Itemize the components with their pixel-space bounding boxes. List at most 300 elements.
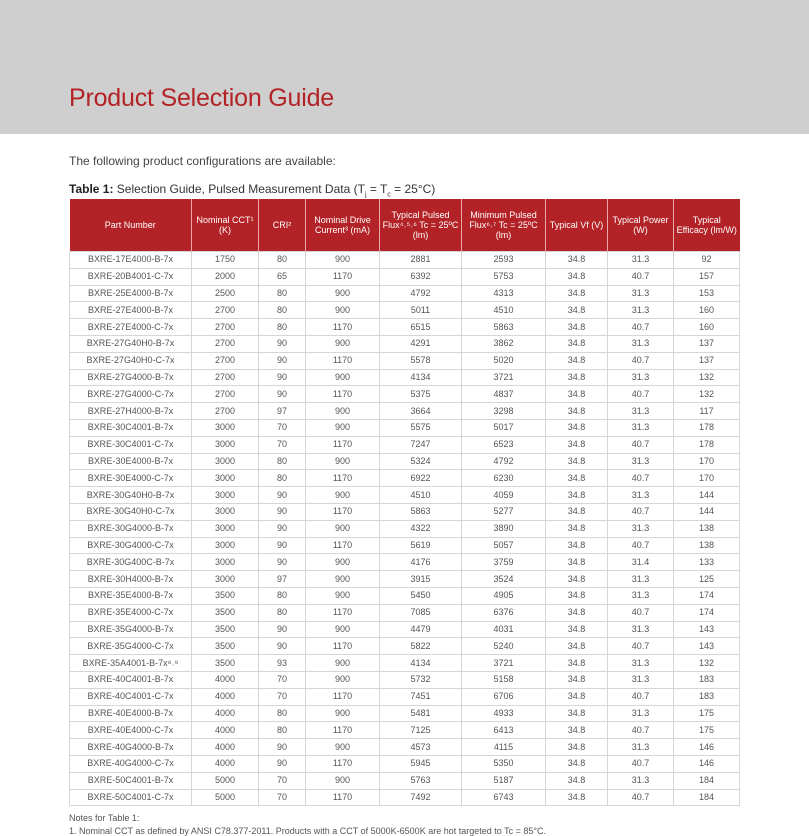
table-cell: 40.7 [608, 638, 674, 655]
table-cell: 153 [674, 285, 740, 302]
table-cell: 160 [674, 319, 740, 336]
table-cell: 5324 [380, 453, 462, 470]
table-cell: 4031 [462, 621, 546, 638]
table-cell: BXRE-30H4000-B-7x [70, 571, 192, 588]
table-cell: BXRE-27G40H0-B-7x [70, 335, 192, 352]
table-cell: 34.8 [546, 503, 608, 520]
table-cell: 90 [259, 520, 306, 537]
table-cell: 4134 [380, 369, 462, 386]
table-cell: 5240 [462, 638, 546, 655]
column-header: Nominal Drive Current³ (mA) [306, 199, 380, 252]
table-cell: 900 [306, 671, 380, 688]
table-row [70, 470, 740, 487]
table-cell: 900 [306, 419, 380, 436]
table-cell: 40.7 [608, 268, 674, 285]
table-cell: 34.8 [546, 638, 608, 655]
table-cell: 40.7 [608, 722, 674, 739]
table-cell: 178 [674, 436, 740, 453]
table-cell: 3721 [462, 369, 546, 386]
table-cell: 6376 [462, 604, 546, 621]
table-cell: 3915 [380, 571, 462, 588]
caption-tail: = 25°C) [390, 182, 436, 196]
table-cell: 4000 [192, 722, 259, 739]
table-cell: 31.3 [608, 621, 674, 638]
table-cell: 3000 [192, 571, 259, 588]
table-cell: 3000 [192, 419, 259, 436]
table-cell: 70 [259, 436, 306, 453]
table-cell: 4510 [462, 302, 546, 319]
table-cell: BXRE-27E4000-C-7x [70, 319, 192, 336]
table-cell: BXRE-35G4000-B-7x [70, 621, 192, 638]
table-cell: 70 [259, 789, 306, 806]
table-cell: 7125 [380, 722, 462, 739]
table-cell: 3298 [462, 403, 546, 420]
table-cell: 4134 [380, 655, 462, 672]
table-cell: 40.7 [608, 755, 674, 772]
table-cell: 5187 [462, 772, 546, 789]
table-cell: BXRE-50C4001-B-7x [70, 772, 192, 789]
table-cell: 6230 [462, 470, 546, 487]
table-cell: 34.8 [546, 403, 608, 420]
table-cell: 138 [674, 520, 740, 537]
table-row [70, 386, 740, 403]
table-cell: 34.8 [546, 554, 608, 571]
table-cell: 4000 [192, 671, 259, 688]
selection-guide-table [69, 199, 740, 806]
table-cell: 6922 [380, 470, 462, 487]
table-row [70, 520, 740, 537]
header-banner [0, 0, 809, 134]
table-cell: 900 [306, 621, 380, 638]
table-row [70, 302, 740, 319]
table-cell: 900 [306, 335, 380, 352]
table-cell: 31.3 [608, 453, 674, 470]
table-cell: 3664 [380, 403, 462, 420]
table-cell: 2700 [192, 319, 259, 336]
table-cell: 4905 [462, 587, 546, 604]
table-cell: 40.7 [608, 789, 674, 806]
table-cell: 170 [674, 470, 740, 487]
table-cell: BXRE-30G4000-B-7x [70, 520, 192, 537]
table-cell: 5017 [462, 419, 546, 436]
table-cell: 5350 [462, 755, 546, 772]
table-cell: BXRE-27G4000-B-7x [70, 369, 192, 386]
table-cell: 5578 [380, 352, 462, 369]
table-cell: 5732 [380, 671, 462, 688]
table-cell: 3000 [192, 470, 259, 487]
table-cell: BXRE-30G40H0-B-7x [70, 487, 192, 504]
table-cell: 3500 [192, 655, 259, 672]
table-body [70, 252, 740, 806]
table-cell: 31.3 [608, 571, 674, 588]
table-cell: 31.3 [608, 655, 674, 672]
table-cell: 1170 [306, 436, 380, 453]
table-cell: 2881 [380, 252, 462, 269]
table-cell: 34.8 [546, 789, 608, 806]
table-row [70, 268, 740, 285]
table-cell: 5020 [462, 352, 546, 369]
table-cell: 174 [674, 604, 740, 621]
table-cell: 4510 [380, 487, 462, 504]
table-cell: 34.8 [546, 285, 608, 302]
table-cell: 900 [306, 739, 380, 756]
table-cell: 65 [259, 268, 306, 285]
table-cell: 31.3 [608, 520, 674, 537]
table-cell: 900 [306, 403, 380, 420]
table-cell: 3500 [192, 621, 259, 638]
table-row [70, 369, 740, 386]
table-cell: 80 [259, 722, 306, 739]
table-cell: 900 [306, 369, 380, 386]
column-header: Typical Efficacy (lm/W) [674, 199, 740, 252]
table-cell: 174 [674, 587, 740, 604]
table-cell: 3759 [462, 554, 546, 571]
table-cell: 34.8 [546, 671, 608, 688]
table-cell: 160 [674, 302, 740, 319]
table-cell: 144 [674, 487, 740, 504]
table-cell: 3862 [462, 335, 546, 352]
table-cell: 40.7 [608, 604, 674, 621]
table-cell: 97 [259, 403, 306, 420]
table-cell: 80 [259, 302, 306, 319]
table-row [70, 537, 740, 554]
table-cell: 1170 [306, 352, 380, 369]
table-cell: 31.3 [608, 335, 674, 352]
table-cell: 146 [674, 755, 740, 772]
table-cell: 137 [674, 335, 740, 352]
table-cell: BXRE-30E4000-B-7x [70, 453, 192, 470]
table-cell: 31.3 [608, 671, 674, 688]
table-cell: 5945 [380, 755, 462, 772]
table-cell: 3000 [192, 554, 259, 571]
table-cell: 900 [306, 772, 380, 789]
table-cell: 900 [306, 302, 380, 319]
table-cell: 4313 [462, 285, 546, 302]
table-row [70, 604, 740, 621]
table-cell: 4115 [462, 739, 546, 756]
intro-text: The following product configurations are available: [69, 154, 336, 168]
table-row [70, 755, 740, 772]
table-cell: 4792 [380, 285, 462, 302]
table-cell: 2700 [192, 403, 259, 420]
table-cell: 34.8 [546, 335, 608, 352]
table-cell: 34.8 [546, 705, 608, 722]
table-row [70, 285, 740, 302]
table-cell: 80 [259, 453, 306, 470]
table-cell: 178 [674, 419, 740, 436]
table-cell: BXRE-17E4000-B-7x [70, 252, 192, 269]
table-cell: 900 [306, 655, 380, 672]
table-cell: 90 [259, 755, 306, 772]
table-cell: BXRE-27G4000-C-7x [70, 386, 192, 403]
table-cell: 7085 [380, 604, 462, 621]
table-cell: 143 [674, 638, 740, 655]
table-row [70, 722, 740, 739]
column-header: Nominal CCT¹ (K) [192, 199, 259, 252]
table-cell: 80 [259, 470, 306, 487]
table-cell: 1170 [306, 470, 380, 487]
table-cell: 3500 [192, 604, 259, 621]
table-cell: 70 [259, 772, 306, 789]
table-cell: 900 [306, 587, 380, 604]
column-header: CRI² [259, 199, 306, 252]
table-cell: 80 [259, 705, 306, 722]
table-cell: 34.8 [546, 688, 608, 705]
table-cell: 4479 [380, 621, 462, 638]
table-cell: 4322 [380, 520, 462, 537]
table-cell: 90 [259, 386, 306, 403]
table-cell: 3890 [462, 520, 546, 537]
table-cell: 34.8 [546, 537, 608, 554]
table-cell: 184 [674, 789, 740, 806]
table-cell: BXRE-20B4001-C-7x [70, 268, 192, 285]
table-cell: 3000 [192, 487, 259, 504]
table-cell: 34.8 [546, 268, 608, 285]
table-cell: BXRE-30G4000-C-7x [70, 537, 192, 554]
table-cell: 175 [674, 722, 740, 739]
table-cell: 34.8 [546, 739, 608, 756]
table-row [70, 403, 740, 420]
table-cell: 90 [259, 537, 306, 554]
table-row [70, 554, 740, 571]
table-cell: 40.7 [608, 319, 674, 336]
table-row [70, 638, 740, 655]
table-cell: 34.8 [546, 302, 608, 319]
table-cell: 6413 [462, 722, 546, 739]
table-cell: 7451 [380, 688, 462, 705]
table-cell: 3000 [192, 503, 259, 520]
table-cell: 2000 [192, 268, 259, 285]
table-cell: BXRE-35G4000-C-7x [70, 638, 192, 655]
table-cell: 31.3 [608, 772, 674, 789]
column-header: Part Number [70, 199, 192, 252]
table-cell: 900 [306, 571, 380, 588]
table-cell: 1170 [306, 503, 380, 520]
table-cell: 92 [674, 252, 740, 269]
table-cell: 3000 [192, 520, 259, 537]
table-cell: BXRE-30C4001-B-7x [70, 419, 192, 436]
table-cell: 6743 [462, 789, 546, 806]
table-cell: 3500 [192, 587, 259, 604]
table-cell: 2700 [192, 369, 259, 386]
table-cell: 5863 [462, 319, 546, 336]
table-cell: 6523 [462, 436, 546, 453]
table-cell: 2700 [192, 386, 259, 403]
table-cell: 900 [306, 487, 380, 504]
table-row [70, 621, 740, 638]
table-cell: 1170 [306, 319, 380, 336]
table-cell: 133 [674, 554, 740, 571]
table-caption-label: Table 1: [69, 182, 114, 196]
table-header-row [70, 199, 740, 252]
table-cell: 1170 [306, 604, 380, 621]
table-cell: BXRE-27G40H0-C-7x [70, 352, 192, 369]
table-cell: 2593 [462, 252, 546, 269]
table-cell: 31.4 [608, 554, 674, 571]
table-cell: BXRE-40E4000-B-7x [70, 705, 192, 722]
table-cell: 34.8 [546, 252, 608, 269]
table-cell: 6515 [380, 319, 462, 336]
table-row [70, 352, 740, 369]
table-cell: 80 [259, 604, 306, 621]
table-cell: BXRE-40C4001-C-7x [70, 688, 192, 705]
table-cell: 3000 [192, 453, 259, 470]
table-cell: 125 [674, 571, 740, 588]
table-cell: 900 [306, 520, 380, 537]
table-cell: 31.3 [608, 252, 674, 269]
table-cell: 4933 [462, 705, 546, 722]
table-cell: 34.8 [546, 604, 608, 621]
table-cell: BXRE-35E4000-B-7x [70, 587, 192, 604]
table-cell: 34.8 [546, 386, 608, 403]
table-cell: 70 [259, 688, 306, 705]
table-cell: 2700 [192, 352, 259, 369]
table-row [70, 453, 740, 470]
table-row [70, 671, 740, 688]
table-row [70, 419, 740, 436]
table-cell: 1170 [306, 537, 380, 554]
table-caption-text: Selection Guide, Pulsed Measurement Data (T [113, 182, 365, 196]
table-cell: 40.7 [608, 537, 674, 554]
table-row [70, 252, 740, 269]
table-cell: 6706 [462, 688, 546, 705]
table-cell: 34.8 [546, 419, 608, 436]
table-cell: 1170 [306, 755, 380, 772]
table-cell: 34.8 [546, 369, 608, 386]
table-cell: 70 [259, 419, 306, 436]
table-cell: 132 [674, 655, 740, 672]
table-cell: 3000 [192, 436, 259, 453]
table-cell: 5158 [462, 671, 546, 688]
table-cell: BXRE-30E4000-C-7x [70, 470, 192, 487]
table-cell: BXRE-30G400C-B-7x [70, 554, 192, 571]
table-cell: 170 [674, 453, 740, 470]
table-cell: 5375 [380, 386, 462, 403]
table-cell: 4792 [462, 453, 546, 470]
table-cell: 5763 [380, 772, 462, 789]
table-cell: 31.3 [608, 403, 674, 420]
table-cell: 34.8 [546, 621, 608, 638]
table-cell: 2500 [192, 285, 259, 302]
table-cell: BXRE-35A4001-B-7x⁸˒⁹ [70, 655, 192, 672]
table-cell: 5277 [462, 503, 546, 520]
table-cell: 4000 [192, 688, 259, 705]
table-cell: 3000 [192, 537, 259, 554]
table-cell: 3500 [192, 638, 259, 655]
table-cell: 183 [674, 671, 740, 688]
table-row [70, 436, 740, 453]
table-cell: 2700 [192, 335, 259, 352]
table-cell: 1170 [306, 268, 380, 285]
table-cell: 90 [259, 503, 306, 520]
table-cell: 31.3 [608, 369, 674, 386]
table-cell: 117 [674, 403, 740, 420]
table-cell: 183 [674, 688, 740, 705]
table-row [70, 772, 740, 789]
table-cell: 34.8 [546, 772, 608, 789]
table-cell: 40.7 [608, 352, 674, 369]
table-cell: 4000 [192, 705, 259, 722]
table-cell: 40.7 [608, 688, 674, 705]
table-cell: BXRE-35E4000-C-7x [70, 604, 192, 621]
table-cell: 31.3 [608, 587, 674, 604]
table-cell: 34.8 [546, 352, 608, 369]
table-cell: 5057 [462, 537, 546, 554]
table-cell: 5481 [380, 705, 462, 722]
table-cell: 31.3 [608, 487, 674, 504]
column-header: Typical Vf (V) [546, 199, 608, 252]
notes-heading: Notes for Table 1: [69, 813, 140, 823]
table-cell: 900 [306, 285, 380, 302]
table-cell: 80 [259, 319, 306, 336]
table-cell: 1170 [306, 386, 380, 403]
table-row [70, 335, 740, 352]
table-cell: 80 [259, 285, 306, 302]
table-cell: 34.8 [546, 587, 608, 604]
table-cell: 34.8 [546, 487, 608, 504]
table-cell: 4837 [462, 386, 546, 403]
table-cell: 93 [259, 655, 306, 672]
table-cell: BXRE-40C4001-B-7x [70, 671, 192, 688]
table-cell: 90 [259, 335, 306, 352]
table-cell: 144 [674, 503, 740, 520]
table-row [70, 571, 740, 588]
table-cell: 4573 [380, 739, 462, 756]
table-cell: 90 [259, 554, 306, 571]
table-cell: 31.3 [608, 302, 674, 319]
page-title: Product Selection Guide [69, 84, 335, 112]
table-row [70, 503, 740, 520]
table-cell: 4291 [380, 335, 462, 352]
table-cell: BXRE-40E4000-C-7x [70, 722, 192, 739]
table-cell: BXRE-40G4000-B-7x [70, 739, 192, 756]
table-cell: 5000 [192, 772, 259, 789]
table-cell: 132 [674, 369, 740, 386]
note-1: 1. Nominal CCT as defined by ANSI C78.377-2011. Products with a CCT of 5000K-6500K are hot targeted to Tc = 85°C. [69, 826, 546, 836]
caption-subscript-c: c [387, 191, 391, 199]
table-cell: 34.8 [546, 436, 608, 453]
table-cell: 34.8 [546, 453, 608, 470]
table-cell: 90 [259, 621, 306, 638]
table-cell: 80 [259, 587, 306, 604]
column-header: Typical Power (W) [608, 199, 674, 252]
table-cell: 900 [306, 453, 380, 470]
table-cell: 90 [259, 739, 306, 756]
table-cell: 1170 [306, 722, 380, 739]
table-cell: 900 [306, 705, 380, 722]
table-row [70, 319, 740, 336]
column-header: Minimum Pulsed Flux⁶˒⁷ Tc = 25ºC (lm) [462, 199, 546, 252]
table-cell: 137 [674, 352, 740, 369]
table-cell: 80 [259, 252, 306, 269]
table-cell: 90 [259, 487, 306, 504]
table-cell: 6392 [380, 268, 462, 285]
table-cell: 5011 [380, 302, 462, 319]
table-cell: 146 [674, 739, 740, 756]
table-cell: 34.8 [546, 470, 608, 487]
table-cell: 143 [674, 621, 740, 638]
table-cell: 40.7 [608, 386, 674, 403]
table-cell: 34.8 [546, 571, 608, 588]
table-row [70, 587, 740, 604]
table-cell: 5575 [380, 419, 462, 436]
table-cell: 4059 [462, 487, 546, 504]
table-cell: 31.3 [608, 739, 674, 756]
table-cell: 34.8 [546, 755, 608, 772]
caption-subscript-j: j [364, 191, 367, 199]
table-cell: 31.3 [608, 419, 674, 436]
table-cell: 900 [306, 252, 380, 269]
